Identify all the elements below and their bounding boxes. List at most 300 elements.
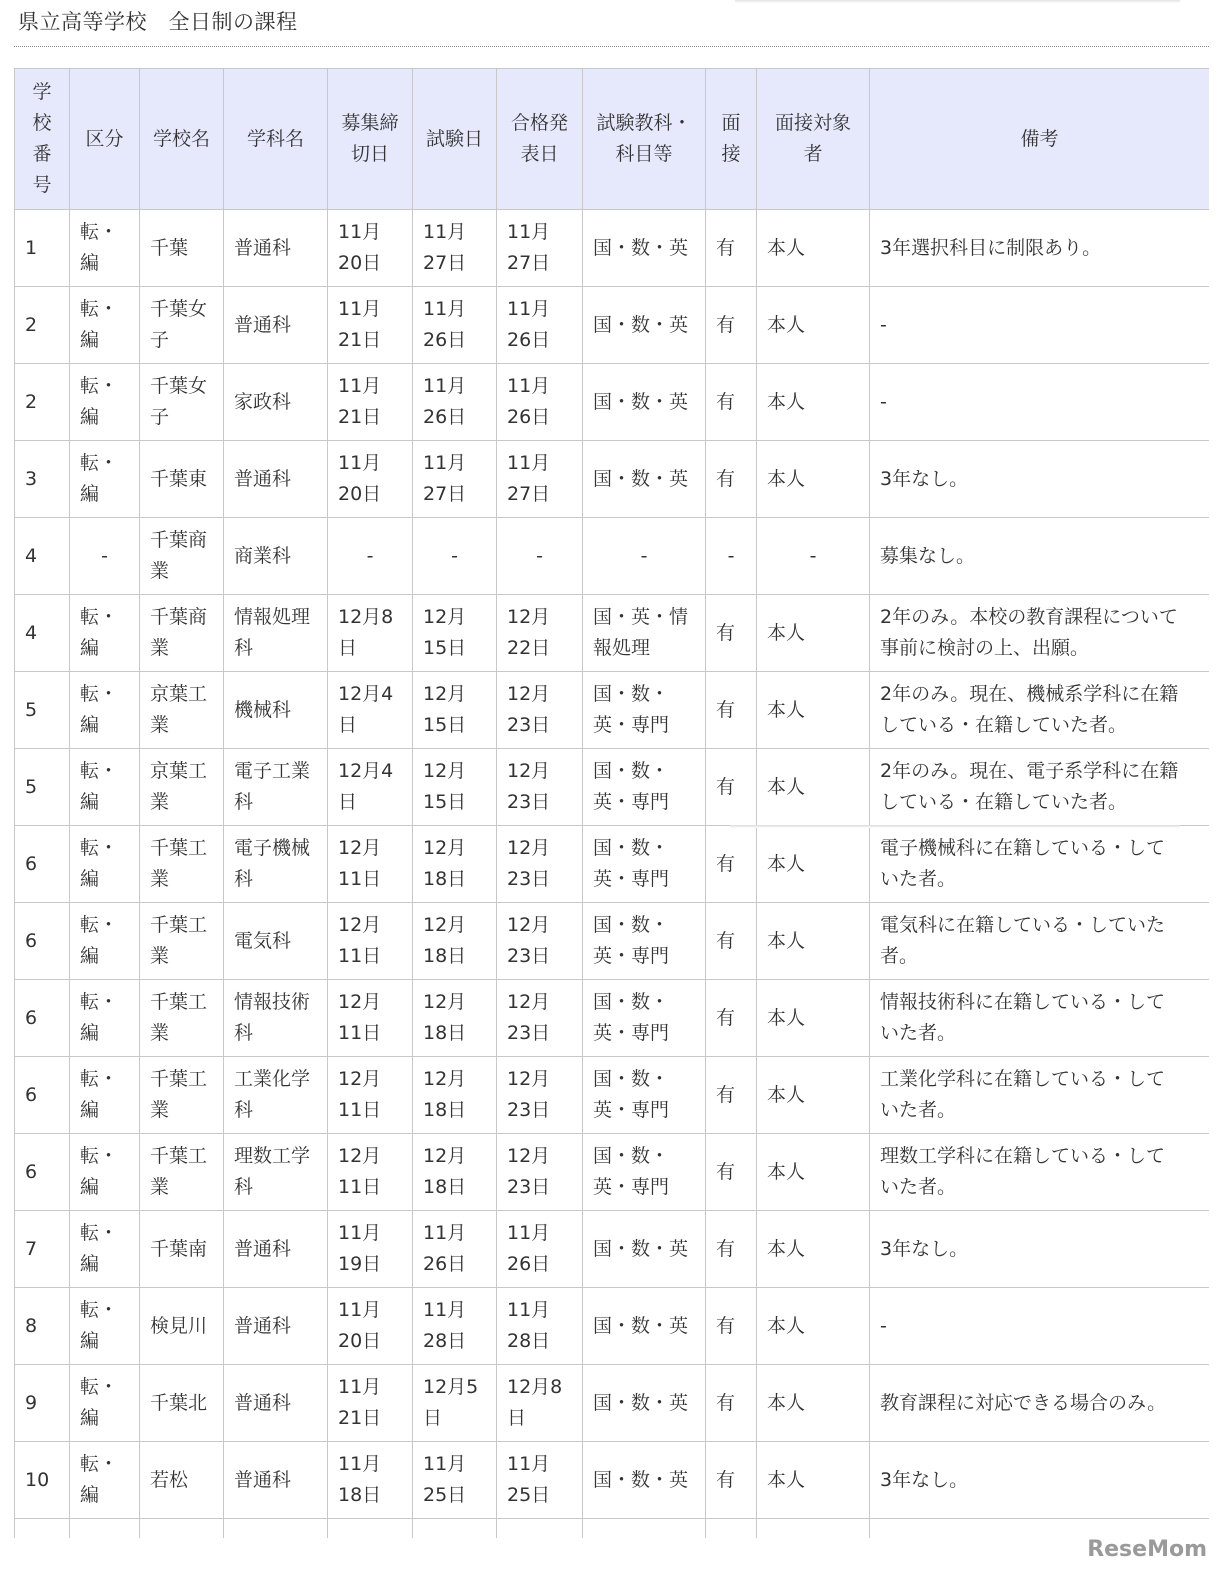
- cell-interview: [706, 1288, 757, 1365]
- cell-school-number: [15, 672, 70, 749]
- table-header: [15, 69, 1210, 210]
- cell-text: 12月: [423, 760, 467, 782]
- cell-text: -: [727, 544, 735, 567]
- header-row: [15, 69, 1210, 210]
- cell-text: 23日: [507, 1022, 551, 1044]
- cell-subjects: [583, 287, 706, 364]
- cell-notes: [870, 1134, 1210, 1211]
- header-text: 者: [803, 143, 823, 165]
- header-category: [70, 69, 140, 210]
- header-text: 面接対象: [774, 112, 851, 134]
- cell-interview-target: [757, 749, 870, 826]
- cell-text: 3年なし。: [880, 1237, 969, 1260]
- cell-subjects: [583, 210, 706, 287]
- table-container[interactable]: [14, 68, 1209, 1538]
- cell-text: 理数工学科に在籍している・して: [880, 1145, 1166, 1167]
- cell-text: 業: [150, 1099, 170, 1121]
- cell-text: 電気科: [234, 929, 292, 952]
- cell-text: 12月: [338, 914, 382, 936]
- cell-text: 情報処理: [234, 606, 311, 628]
- cell-text: 英・専門: [593, 945, 670, 967]
- cell-text: 国・数・英: [593, 1391, 689, 1414]
- cell-text: 業: [150, 637, 170, 659]
- cell-subjects: [583, 749, 706, 826]
- cell-subjects: [583, 364, 706, 441]
- cell-text: 転・: [80, 1145, 119, 1167]
- table-row: [15, 1365, 1210, 1442]
- cell-text: 23日: [507, 1176, 551, 1198]
- cell-text: 転・: [80, 1453, 119, 1475]
- cell-interview: [706, 441, 757, 518]
- header-school-number: [15, 69, 70, 210]
- cell-deadline: [328, 672, 413, 749]
- header-text: 表日: [520, 143, 559, 165]
- cell-school-name: [140, 980, 224, 1057]
- cell-text: 業: [150, 791, 170, 813]
- cell-category: [70, 1134, 140, 1211]
- cell-text: 科: [234, 1176, 254, 1198]
- cell-school-name: [140, 441, 224, 518]
- table-row: [15, 210, 1210, 287]
- cell-interview: [706, 1519, 757, 1539]
- cell-subjects: [583, 1057, 706, 1134]
- cell-school-name: [140, 1211, 224, 1288]
- cell-text: 3: [25, 467, 38, 490]
- cell-text: 11月: [507, 1299, 551, 1321]
- cell-text: 12月: [507, 1068, 551, 1090]
- cell-category: [70, 903, 140, 980]
- cell-text: 工業化学: [234, 1068, 311, 1090]
- cell-subjects: [583, 903, 706, 980]
- cell-school-number: [15, 364, 70, 441]
- cell-category: [70, 1211, 140, 1288]
- cell-text: 12月: [507, 837, 551, 859]
- cell-text: いた者。: [880, 1176, 957, 1198]
- cell-text: 本人: [767, 1468, 806, 1491]
- cell-text: 編: [80, 1407, 100, 1429]
- cell-text: 普通科: [234, 313, 292, 336]
- cell-text: 国・数・: [593, 683, 670, 705]
- cell-text: 工業化学科に在籍している・して: [880, 1068, 1166, 1090]
- cell-text: -: [880, 313, 887, 336]
- cell-text: 転・: [80, 1299, 119, 1321]
- cell-text: 有: [716, 852, 736, 875]
- cell-text: 京葉工: [150, 760, 208, 782]
- table-row: [15, 1211, 1210, 1288]
- cell-interview-target: [757, 1442, 870, 1519]
- cell-text: 電子工業: [234, 760, 311, 782]
- cell-text: 国・数・: [593, 1068, 670, 1090]
- header-text: 号: [32, 174, 52, 196]
- cell-text: 業: [150, 1022, 170, 1044]
- table-body: [15, 210, 1210, 1539]
- cell-text: 18日: [423, 1176, 467, 1198]
- cell-text: -: [101, 544, 108, 567]
- cell-text: 千葉女: [150, 298, 208, 320]
- cell-text: 3年選択科目に制限あり。: [880, 236, 1102, 259]
- cell-text: 業: [150, 714, 170, 736]
- cell-interview-target: [757, 1365, 870, 1442]
- cell-notes: [870, 210, 1210, 287]
- cell-notes: [870, 1442, 1210, 1519]
- cell-interview: [706, 1365, 757, 1442]
- cell-text: 編: [80, 483, 100, 505]
- header-text: 合格発: [510, 112, 568, 134]
- cell-text: 26日: [423, 406, 467, 428]
- cell-text: 普通科: [234, 236, 292, 259]
- cell-text: 本人: [767, 313, 806, 336]
- cell-text: 12月: [507, 760, 551, 782]
- cell-text: 6: [25, 1160, 38, 1183]
- cell-text: 転・: [80, 914, 119, 936]
- cell-text: 有: [716, 467, 736, 490]
- cell-text: 英・専門: [593, 868, 670, 890]
- cell-result-date: [497, 1211, 583, 1288]
- table-row: [15, 441, 1210, 518]
- cell-text: 11月: [338, 298, 382, 320]
- cell-text: 国・数・英: [593, 236, 689, 259]
- cell-text: 12月: [423, 914, 467, 936]
- cell-text: 本人: [767, 1083, 806, 1106]
- cell-text: 編: [80, 1176, 100, 1198]
- cell-text: 20日: [338, 252, 382, 274]
- header-text: 接: [721, 143, 741, 165]
- header-deadline: [328, 69, 413, 210]
- cell-text: 11月: [423, 1453, 467, 1475]
- cell-text: 業: [150, 868, 170, 890]
- cell-text: 千葉女: [150, 375, 208, 397]
- cell-exam-date: [413, 1442, 497, 1519]
- cell-text: 千葉工: [150, 837, 208, 859]
- header-text: 試験日: [425, 127, 483, 150]
- cell-result-date: [497, 826, 583, 903]
- cell-text: 有: [716, 1083, 736, 1106]
- cell-category: [70, 364, 140, 441]
- cell-text: 業: [150, 1176, 170, 1198]
- cell-school-number: [15, 595, 70, 672]
- cell-interview-target: [757, 441, 870, 518]
- cell-category: [70, 749, 140, 826]
- cell-school-name: [140, 1057, 224, 1134]
- header-text: 面: [721, 112, 741, 134]
- cell-text: 千葉工: [150, 1145, 208, 1167]
- cell-text: 編: [80, 945, 100, 967]
- cell-text: 有: [716, 1391, 736, 1414]
- cell-exam-date: [413, 980, 497, 1057]
- header-text: 募集締: [341, 112, 399, 134]
- cell-text: 12月: [507, 1145, 551, 1167]
- cell-text: 英・専門: [593, 714, 670, 736]
- cell-text: 22日: [507, 637, 551, 659]
- cell-department: [224, 287, 328, 364]
- cell-school-name: [140, 903, 224, 980]
- cell-school-number: [15, 441, 70, 518]
- table-row: [15, 1057, 1210, 1134]
- cell-text: 科: [234, 1022, 254, 1044]
- cell-text: 国・英・情: [593, 606, 689, 628]
- cell-text: 8: [25, 1314, 38, 1337]
- cell-deadline: [328, 518, 413, 595]
- cell-text: 転・: [80, 991, 119, 1013]
- cell-interview: [706, 210, 757, 287]
- cell-result-date: [497, 1442, 583, 1519]
- cell-department: [224, 1211, 328, 1288]
- cell-text: 者。: [880, 945, 919, 967]
- cell-notes: [870, 980, 1210, 1057]
- cell-text: 本人: [767, 1391, 806, 1414]
- cell-text: 編: [80, 1099, 100, 1121]
- cell-text: 機械科: [234, 698, 292, 721]
- cell-department: [224, 826, 328, 903]
- cell-text: 12月: [507, 991, 551, 1013]
- cell-exam-date: [413, 903, 497, 980]
- cell-text: 日: [507, 1407, 527, 1429]
- cell-notes: [870, 749, 1210, 826]
- cell-school-name: [140, 1519, 224, 1539]
- cell-text: 千葉商: [150, 529, 208, 551]
- cell-text: 12月: [423, 1145, 467, 1167]
- cell-school-name: [140, 1288, 224, 1365]
- cell-interview-target: [757, 826, 870, 903]
- cell-text: 23日: [507, 945, 551, 967]
- cell-text: 11日: [338, 868, 382, 890]
- cell-interview: [706, 364, 757, 441]
- cell-text: 23日: [507, 1099, 551, 1121]
- cell-exam-date: [413, 441, 497, 518]
- cell-text: 子: [150, 329, 170, 351]
- cell-text: 11月: [338, 1453, 382, 1475]
- cell-text: 26日: [507, 1253, 551, 1275]
- cell-text: 編: [80, 406, 100, 428]
- cell-text: 千葉北: [150, 1391, 208, 1414]
- cell-interview: [706, 1134, 757, 1211]
- cell-text: 教育課程に対応できる場合のみ。: [880, 1391, 1167, 1414]
- cell-text: 15日: [423, 791, 467, 813]
- cell-text: 12月5: [423, 1376, 479, 1398]
- cell-text: 6: [25, 1083, 38, 1106]
- cell-text: 転・: [80, 375, 119, 397]
- cell-deadline: [328, 1365, 413, 1442]
- cell-school-number: [15, 749, 70, 826]
- cell-category: [70, 1288, 140, 1365]
- table-row: [15, 903, 1210, 980]
- cell-text: 編: [80, 714, 100, 736]
- cell-notes: [870, 1519, 1210, 1539]
- header-department: [224, 69, 328, 210]
- cell-text: 3年なし。: [880, 1468, 969, 1491]
- cell-interview-target: [757, 1057, 870, 1134]
- cell-text: 11月: [338, 1222, 382, 1244]
- header-result-date: [497, 69, 583, 210]
- cell-subjects: [583, 1134, 706, 1211]
- cell-deadline: [328, 364, 413, 441]
- cell-text: 18日: [423, 1099, 467, 1121]
- cell-interview: [706, 826, 757, 903]
- cell-text: 編: [80, 1253, 100, 1275]
- header-text: 備考: [1020, 127, 1059, 150]
- header-text: 学校名: [152, 127, 210, 150]
- cell-text: 転・: [80, 221, 119, 243]
- cell-interview: [706, 595, 757, 672]
- cell-department: [224, 210, 328, 287]
- cell-subjects: [583, 1519, 706, 1539]
- cell-text: 本人: [767, 1160, 806, 1183]
- cell-school-name: [140, 287, 224, 364]
- table-row: [15, 826, 1210, 903]
- cell-interview-target: [757, 210, 870, 287]
- cell-exam-date: [413, 1057, 497, 1134]
- cell-interview: [706, 1442, 757, 1519]
- cell-text: 有: [716, 1160, 736, 1183]
- cell-text: 本人: [767, 775, 806, 798]
- header-notes: [870, 69, 1210, 210]
- cell-text: 11日: [338, 945, 382, 967]
- header-text: 区分: [85, 127, 124, 150]
- cell-text: 5: [25, 775, 38, 798]
- cell-text: -: [880, 1314, 887, 1337]
- cell-school-number: [15, 1365, 70, 1442]
- cell-department: [224, 1365, 328, 1442]
- cell-text: 日: [338, 791, 358, 813]
- cell-interview-target: [757, 1211, 870, 1288]
- cell-exam-date: [413, 1288, 497, 1365]
- cell-category: [70, 672, 140, 749]
- cell-school-number: [15, 287, 70, 364]
- cell-text: 業: [150, 945, 170, 967]
- cell-text: -: [809, 544, 817, 567]
- header-text: 学: [32, 81, 52, 103]
- cell-text: 電子機械: [234, 837, 311, 859]
- table-row: [15, 595, 1210, 672]
- cell-text: 英・専門: [593, 1176, 670, 1198]
- cell-interview-target: [757, 1519, 870, 1539]
- cell-text: 11月: [423, 298, 467, 320]
- cell-text: 4: [25, 544, 38, 567]
- cell-exam-date: [413, 1519, 497, 1539]
- cell-text: 12月: [423, 837, 467, 859]
- cell-exam-date: [413, 749, 497, 826]
- cell-result-date: [497, 441, 583, 518]
- cell-text: 26日: [507, 329, 551, 351]
- cell-text: 12月: [338, 837, 382, 859]
- cell-notes: [870, 364, 1210, 441]
- header-text: 科目等: [615, 143, 673, 165]
- cell-text: 12月: [507, 683, 551, 705]
- header-interview: [706, 69, 757, 210]
- cell-text: 11日: [338, 1176, 382, 1198]
- cell-deadline: [328, 1442, 413, 1519]
- cell-exam-date: [413, 826, 497, 903]
- header-text: 学科名: [246, 127, 304, 150]
- cell-text: 12月: [423, 1068, 467, 1090]
- header-interview-target: [757, 69, 870, 210]
- cell-text: 国・数・英: [593, 1468, 689, 1491]
- table-row: [15, 1519, 1210, 1539]
- cell-interview: [706, 287, 757, 364]
- cell-text: 普通科: [234, 467, 292, 490]
- cell-text: 12月: [338, 991, 382, 1013]
- cell-text: 国・数・: [593, 914, 670, 936]
- cell-notes: [870, 1057, 1210, 1134]
- cell-text: 有: [716, 1314, 736, 1337]
- cell-text: 4: [25, 621, 38, 644]
- cell-text: 国・数・英: [593, 1314, 689, 1337]
- cell-category: [70, 518, 140, 595]
- cell-text: 募集なし。: [880, 544, 976, 567]
- cell-deadline: [328, 980, 413, 1057]
- cell-text: している・在籍していた者。: [880, 714, 1128, 736]
- cell-text: 19日: [338, 1253, 382, 1275]
- cell-text: 12月: [338, 1068, 382, 1090]
- cell-text: 本人: [767, 236, 806, 259]
- cell-text: 編: [80, 1022, 100, 1044]
- cell-text: 編: [80, 868, 100, 890]
- cell-text: 12月4: [338, 760, 394, 782]
- cell-text: 子: [150, 406, 170, 428]
- cell-result-date: [497, 1057, 583, 1134]
- cell-text: 18日: [423, 945, 467, 967]
- cell-text: 本人: [767, 1314, 806, 1337]
- cell-text: 12月8: [338, 606, 394, 628]
- cell-text: 業: [150, 560, 170, 582]
- cell-result-date: [497, 287, 583, 364]
- cell-text: 25日: [423, 1484, 467, 1506]
- cell-text: 情報技術科に在籍している・して: [880, 991, 1166, 1013]
- cell-interview: [706, 1057, 757, 1134]
- table-row: [15, 1442, 1210, 1519]
- cell-school-number: [15, 903, 70, 980]
- cell-school-name: [140, 1134, 224, 1211]
- cell-text: 編: [80, 791, 100, 813]
- cell-text: -: [451, 544, 458, 567]
- cell-text: 27日: [507, 483, 551, 505]
- cell-exam-date: [413, 364, 497, 441]
- cell-text: 2: [25, 390, 38, 413]
- cell-text: 本人: [767, 390, 806, 413]
- cell-school-number: [15, 1442, 70, 1519]
- cell-text: 11月: [507, 221, 551, 243]
- cell-text: 理数工学: [234, 1145, 311, 1167]
- cell-text: 11月: [338, 1376, 382, 1398]
- cell-category: [70, 1365, 140, 1442]
- cell-text: 有: [716, 775, 736, 798]
- cell-text: 転・: [80, 606, 119, 628]
- cell-text: 転・: [80, 1222, 119, 1244]
- cell-result-date: [497, 1288, 583, 1365]
- table-row: [15, 980, 1210, 1057]
- cell-interview-target: [757, 364, 870, 441]
- cell-deadline: [328, 1134, 413, 1211]
- cell-deadline: [328, 287, 413, 364]
- cell-exam-date: [413, 518, 497, 595]
- header-school-name: [140, 69, 224, 210]
- cell-result-date: [497, 749, 583, 826]
- cell-text: 21日: [338, 329, 382, 351]
- cell-deadline: [328, 1211, 413, 1288]
- cell-school-name: [140, 364, 224, 441]
- cell-text: 2: [25, 313, 38, 336]
- cell-text: 11月: [338, 1299, 382, 1321]
- cell-text: 11月: [423, 452, 467, 474]
- cell-text: 転・: [80, 452, 119, 474]
- cell-text: 有: [716, 621, 736, 644]
- cell-text: 転・: [80, 837, 119, 859]
- table-row: [15, 1134, 1210, 1211]
- cell-result-date: [497, 672, 583, 749]
- cell-text: 本人: [767, 1237, 806, 1260]
- cell-text: 英・専門: [593, 791, 670, 813]
- cell-text: 26日: [423, 1253, 467, 1275]
